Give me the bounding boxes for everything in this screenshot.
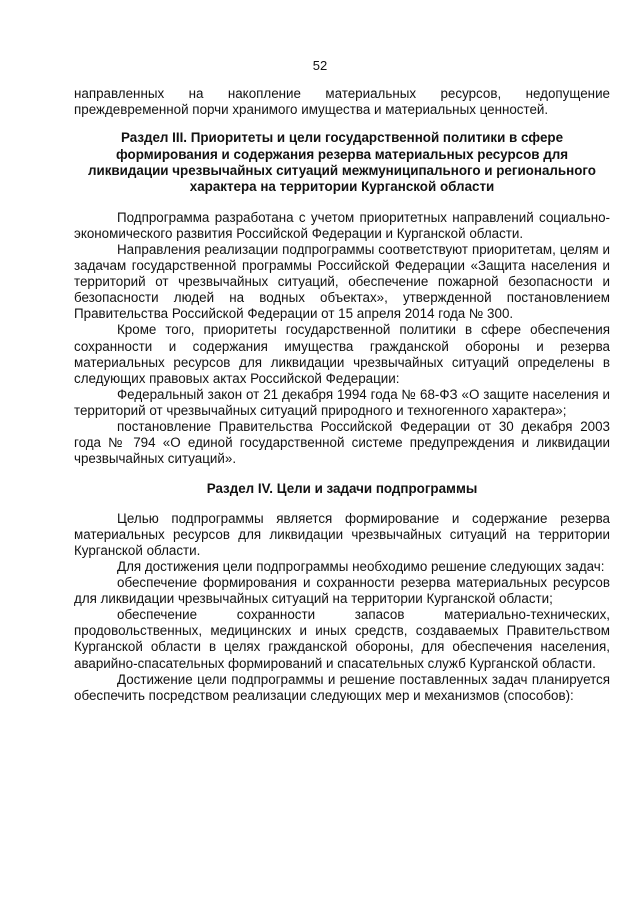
paragraph: обеспечение формирования и сохранности резерва материальных ресурсов для ликвидации чрезвычайных ситуаций на территории Курганской области; bbox=[74, 575, 610, 607]
paragraph: Направления реализации подпрограммы соответствуют приоритетам, целям и задачам государственной программы Российской Федерации «Защита населения и территорий от чрезвычайных ситуаций, обеспечение пожарной безопасности и безопасности людей на водных объектах», утвержденной постановлением Правительства Российской Федерации от 15 апреля 2014 года № 300. bbox=[74, 242, 610, 322]
paragraph: Для достижения цели подпрограммы необходимо решение следующих задач: bbox=[117, 559, 605, 574]
paragraph: Целью подпрограммы является формирование и содержание резерва материальных ресурсов для ликвидации чрезвычайных ситуаций на территории Курганской области. bbox=[74, 510, 610, 558]
section-3-title: Раздел III. Приоритеты и цели государственной политики в сфере формирования и содержания резерва материальных ресурсов для ликвидации чрезвычайных ситуаций межмуниципального и регионального характера на территории Курганской области bbox=[87, 130, 596, 195]
page-number: 52 bbox=[312, 58, 328, 73]
document-body bbox=[74, 86, 610, 704]
paragraph: Кроме того, приоритеты государственной политики в сфере обеспечения сохранности и содержания имущества гражданской обороны и резерва материальных ресурсов для ликвидации чрезвычайных ситуаций определены в следующих правовых актах Российской Федерации: bbox=[74, 322, 610, 386]
paragraph: направленных на накопление материальных ресурсов, недопущение преждевременной порчи хранимого имущества и материальных ценностей. bbox=[74, 86, 610, 118]
paragraph: постановление Правительства Российской Федерации от 30 декабря 2003 года № 794 «О единой государственной системе предупреждения и ликвидации чрезвычайных ситуаций». bbox=[74, 419, 610, 467]
paragraph: Подпрограмма разработана с учетом приоритетных направлений социально-экономического развития Российской Федерации и Курганской области. bbox=[74, 209, 610, 241]
paragraph: обеспечение сохранности запасов материально-технических, продовольственных, медицинских и иных средств, создаваемых Правительством Курганской области в целях гражданской обороны, для обеспечения населения, аварийно-спасательных формирований и спасательных служб Курганской области. bbox=[74, 607, 610, 671]
paragraph: Федеральный закон от 21 декабря 1994 года № 68-ФЗ «О защите населения и территорий от чрезвычайных ситуаций природного и техногенного характера»; bbox=[74, 386, 610, 418]
section-4-title: Раздел IV. Цели и задачи подпрограммы bbox=[206, 481, 478, 497]
paragraph: Достижение цели подпрограммы и решение поставленных задач планируется обеспечить посредством реализации следующих мер и механизмов (способов): bbox=[74, 671, 610, 703]
